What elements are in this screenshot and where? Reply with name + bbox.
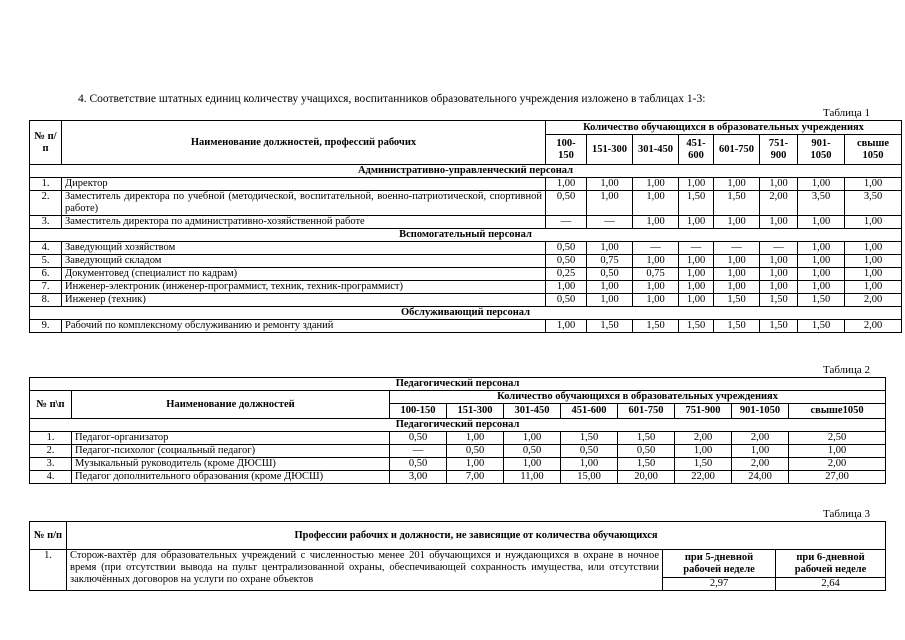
row-value: 2,00 <box>845 294 902 307</box>
table-row <box>30 471 886 484</box>
table3-value-5day: 2,97 <box>663 578 776 591</box>
row-value: — <box>760 242 798 255</box>
row-value: 1,00 <box>447 458 504 471</box>
row-value: 1,00 <box>714 268 760 281</box>
row-value: 1,00 <box>504 432 561 445</box>
table3-col-num: № п/п <box>30 522 67 550</box>
row-number: 1. <box>30 432 72 445</box>
row-value: 1,00 <box>760 281 798 294</box>
row-value: 1,00 <box>587 294 633 307</box>
row-value: 0,75 <box>587 255 633 268</box>
table2-section-row <box>30 419 886 432</box>
row-value: — <box>714 242 760 255</box>
row-value: 1,00 <box>714 281 760 294</box>
row-position-name: Заведующий хозяйством <box>62 242 546 255</box>
row-position-name: Директор <box>62 178 546 191</box>
table2-range-header: 151-300 <box>447 404 504 419</box>
row-value: 1,00 <box>789 445 886 458</box>
row-value: 1,50 <box>679 191 714 216</box>
row-value: 1,00 <box>760 255 798 268</box>
table1-col-name: Наименование должностей, профессий рабочих <box>62 121 546 165</box>
row-number: 4. <box>30 471 72 484</box>
table1-section-row <box>30 229 902 242</box>
row-value: 1,00 <box>798 216 845 229</box>
row-position-name: Заместитель директора по административно-хозяйственной работе <box>62 216 546 229</box>
row-value: 1,00 <box>633 191 679 216</box>
row-value: 1,00 <box>845 281 902 294</box>
row-value: 1,00 <box>633 178 679 191</box>
row-value: 1,50 <box>714 294 760 307</box>
row-value: 1,00 <box>732 445 789 458</box>
table1-col-num: № п/п <box>30 121 62 165</box>
table2-caption: Таблица 2 <box>823 364 871 376</box>
row-value: 0,50 <box>390 458 447 471</box>
row-value: 2,00 <box>732 458 789 471</box>
row-value: 1,00 <box>714 216 760 229</box>
table-row <box>30 458 886 471</box>
intro-paragraph: 4. Соответствие штатных единиц количеству учащихся, воспитанников образовательного учреждения изложено в таблицах 1-3: <box>78 93 706 105</box>
row-value: 1,00 <box>447 432 504 445</box>
row-value: 1,00 <box>760 178 798 191</box>
row-value: 0,50 <box>390 432 447 445</box>
row-value: 0,25 <box>546 268 587 281</box>
table-row <box>30 191 902 216</box>
table3-header-6day: при 6-дневной рабочей неделе <box>776 550 886 578</box>
table1-range-header: 901-1050 <box>798 135 845 165</box>
row-position-name: Музыкальный руководитель (кроме ДЮСШ) <box>72 458 390 471</box>
row-value: 20,00 <box>618 471 675 484</box>
row-value: 2,00 <box>732 432 789 445</box>
table1-range-header: 301-450 <box>633 135 679 165</box>
row-value: 1,00 <box>633 216 679 229</box>
row-value: 0,50 <box>587 268 633 281</box>
row-value: 1,00 <box>587 281 633 294</box>
row-value: 3,00 <box>390 471 447 484</box>
table3-row-name: Сторож-вахтёр для образовательных учреждений с численностью менее 201 обучающихся и нуждающихся в охране в ночное время (при отсутствии вывода на пульт централизованной охраны, обеспечивающей сохранность имущества, или отсутствии заключённых договоров на услуги по охране объектов <box>67 550 663 591</box>
table-row <box>30 255 902 268</box>
row-value: 1,50 <box>714 191 760 216</box>
row-value: 1,00 <box>679 178 714 191</box>
row-value: — <box>587 216 633 229</box>
row-value: 0,50 <box>546 191 587 216</box>
table-3 <box>29 521 886 591</box>
row-value: 2,00 <box>675 432 732 445</box>
row-value: 1,50 <box>618 432 675 445</box>
row-number: 5. <box>30 255 62 268</box>
row-value: 1,50 <box>679 320 714 333</box>
row-position-name: Заведующий складом <box>62 255 546 268</box>
row-value: 1,00 <box>760 216 798 229</box>
row-number: 4. <box>30 242 62 255</box>
table2-col-group: Количество обучающихся в образовательных учреждениях <box>390 391 886 404</box>
row-value: 1,50 <box>714 320 760 333</box>
row-number: 1. <box>30 178 62 191</box>
row-number: 7. <box>30 281 62 294</box>
table2-range-header: 301-450 <box>504 404 561 419</box>
table-2 <box>29 377 886 484</box>
row-value: 7,00 <box>447 471 504 484</box>
row-value: 15,00 <box>561 471 618 484</box>
row-value: 1,00 <box>546 320 587 333</box>
row-value: — <box>546 216 587 229</box>
row-value: 0,50 <box>504 445 561 458</box>
row-value: 0,50 <box>561 445 618 458</box>
row-value: 3,50 <box>798 191 845 216</box>
table-1 <box>29 120 902 333</box>
row-value: 1,00 <box>587 242 633 255</box>
table3-caption: Таблица 3 <box>823 508 871 520</box>
table2-top-title: Педагогический персонал <box>30 378 886 391</box>
row-value: — <box>633 242 679 255</box>
row-value: 1,50 <box>760 294 798 307</box>
table1-range-header: свыше 1050 <box>845 135 902 165</box>
row-position-name: Педагог-психолог (социальный педагог) <box>72 445 390 458</box>
table1-section-row <box>30 307 902 320</box>
row-value: 1,00 <box>679 255 714 268</box>
row-value: 1,00 <box>504 458 561 471</box>
row-value: 1,00 <box>633 281 679 294</box>
row-value: 1,50 <box>798 294 845 307</box>
row-value: 1,00 <box>798 268 845 281</box>
row-value: 1,50 <box>798 320 845 333</box>
row-value: 1,50 <box>618 458 675 471</box>
row-value: 1,00 <box>845 216 902 229</box>
row-value: 0,50 <box>618 445 675 458</box>
row-value: 1,00 <box>587 178 633 191</box>
row-number: 9. <box>30 320 62 333</box>
table-row <box>30 320 902 333</box>
row-value: 1,00 <box>798 281 845 294</box>
table3-row-num: 1. <box>30 550 67 591</box>
row-value: 22,00 <box>675 471 732 484</box>
table3-header-5day: при 5-дневной рабочей неделе <box>663 550 776 578</box>
table1-caption: Таблица 1 <box>823 107 871 119</box>
table1-range-header: 751-900 <box>760 135 798 165</box>
table2-section-title: Педагогический персонал <box>30 419 886 432</box>
table2-range-header: свыше1050 <box>789 404 886 419</box>
table1-range-header: 451-600 <box>679 135 714 165</box>
row-value: 0,50 <box>546 242 587 255</box>
table-row <box>30 178 902 191</box>
row-position-name: Инженер (техник) <box>62 294 546 307</box>
row-value: 2,00 <box>760 191 798 216</box>
row-value: 1,50 <box>633 320 679 333</box>
row-value: 0,50 <box>546 255 587 268</box>
row-value: 1,00 <box>561 458 618 471</box>
table1-range-header: 601-750 <box>714 135 760 165</box>
row-value: 1,00 <box>845 255 902 268</box>
table2-col-num: № п\п <box>30 391 72 419</box>
row-value: 1,00 <box>633 294 679 307</box>
row-value: 1,00 <box>679 294 714 307</box>
row-value: 1,00 <box>845 268 902 281</box>
row-value: 2,00 <box>845 320 902 333</box>
table2-col-name: Наименование должностей <box>72 391 390 419</box>
row-value: 1,50 <box>587 320 633 333</box>
table-row <box>30 281 902 294</box>
table3-col-title: Профессии рабочих и должности, не зависящие от количества обучающихся <box>67 522 886 550</box>
table2-range-header: 451-600 <box>561 404 618 419</box>
row-position-name: Педагог дополнительного образования (кроме ДЮСШ) <box>72 471 390 484</box>
row-value: — <box>390 445 447 458</box>
row-value: 1,00 <box>798 255 845 268</box>
row-value: 1,00 <box>714 178 760 191</box>
row-value: 0,50 <box>546 294 587 307</box>
table1-section-title: Обслуживающий персонал <box>30 307 902 320</box>
table-row <box>30 432 886 445</box>
table1-section-title: Административно-управленческий персонал <box>30 165 902 178</box>
row-position-name: Заместитель директора по учебной (методической, воспитательной, военно-патриотической, спортивной работе) <box>62 191 546 216</box>
table-row <box>30 216 902 229</box>
table-row <box>30 268 902 281</box>
table1-section-row <box>30 165 902 178</box>
row-value: 27,00 <box>789 471 886 484</box>
row-value: 1,00 <box>675 445 732 458</box>
table1-col-group: Количество обучающихся в образовательных учреждениях <box>546 121 902 135</box>
table-row <box>30 242 902 255</box>
table-row <box>30 445 886 458</box>
row-value: 1,00 <box>546 178 587 191</box>
row-position-name: Документовед (специалист по кадрам) <box>62 268 546 281</box>
row-position-name: Рабочий по комплексному обслуживанию и ремонту зданий <box>62 320 546 333</box>
row-number: 3. <box>30 216 62 229</box>
row-value: 2,50 <box>789 432 886 445</box>
row-value: 1,00 <box>714 255 760 268</box>
row-value: 1,00 <box>798 178 845 191</box>
row-value: 2,00 <box>789 458 886 471</box>
row-number: 8. <box>30 294 62 307</box>
row-value: 1,50 <box>561 432 618 445</box>
row-value: 1,00 <box>679 216 714 229</box>
table1-section-title: Вспомогательный персонал <box>30 229 902 242</box>
row-value: 3,50 <box>845 191 902 216</box>
row-value: 1,00 <box>679 268 714 281</box>
table2-range-header: 100-150 <box>390 404 447 419</box>
row-value: 1,00 <box>760 268 798 281</box>
row-value: 1,50 <box>675 458 732 471</box>
row-number: 6. <box>30 268 62 281</box>
table2-range-header: 601-750 <box>618 404 675 419</box>
table1-range-header: 100-150 <box>546 135 587 165</box>
row-value: 0,75 <box>633 268 679 281</box>
row-value: 11,00 <box>504 471 561 484</box>
table2-range-header: 751-900 <box>675 404 732 419</box>
row-value: 1,00 <box>845 242 902 255</box>
row-value: 24,00 <box>732 471 789 484</box>
row-value: — <box>679 242 714 255</box>
row-value: 1,00 <box>546 281 587 294</box>
row-position-name: Педагог-организатор <box>72 432 390 445</box>
row-value: 1,50 <box>760 320 798 333</box>
table3-value-6day: 2,64 <box>776 578 886 591</box>
row-position-name: Инженер-электроник (инженер-программист, техник, техник-программист) <box>62 281 546 294</box>
row-number: 2. <box>30 445 72 458</box>
row-value: 1,00 <box>798 242 845 255</box>
row-value: 1,00 <box>587 191 633 216</box>
row-number: 3. <box>30 458 72 471</box>
table-row <box>30 294 902 307</box>
row-value: 1,00 <box>845 178 902 191</box>
row-value: 0,50 <box>447 445 504 458</box>
table2-range-header: 901-1050 <box>732 404 789 419</box>
row-number: 2. <box>30 191 62 216</box>
row-value: 1,00 <box>633 255 679 268</box>
table1-range-header: 151-300 <box>587 135 633 165</box>
row-value: 1,00 <box>679 281 714 294</box>
